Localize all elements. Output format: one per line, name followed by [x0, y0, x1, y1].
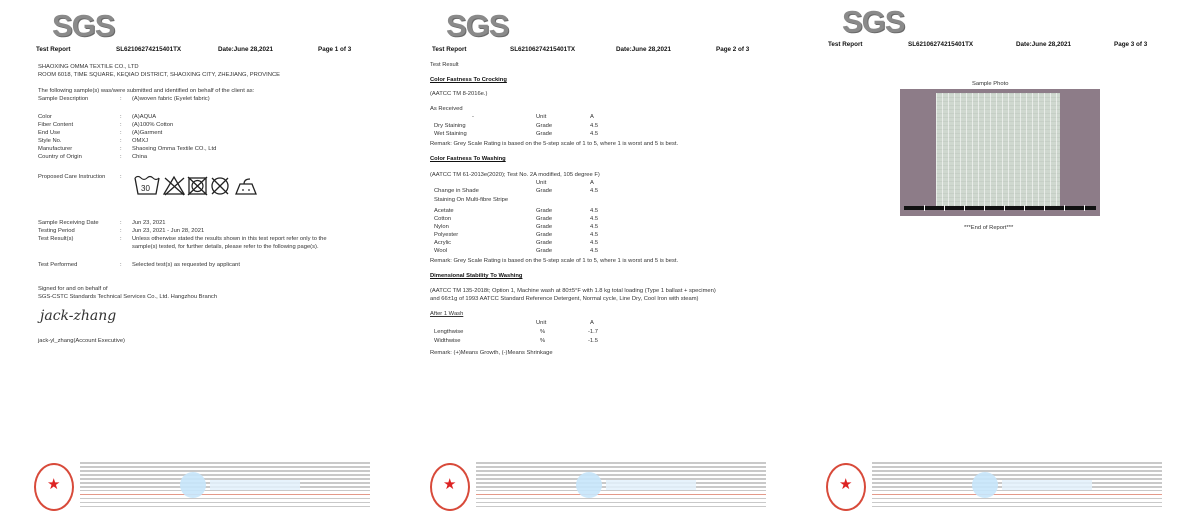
change-in-shade-value: 4.5: [590, 188, 599, 194]
field-value: Shaoxing Omma Textile CO., Ltd: [132, 146, 217, 152]
page-header: [36, 46, 376, 55]
page-number: Page 2 of 3: [716, 46, 750, 53]
as-received-label: As Received: [430, 106, 463, 112]
page-number: Page 3 of 3: [1114, 41, 1148, 48]
field-value: China: [132, 154, 148, 160]
table-row-unit: Grade: [536, 224, 553, 230]
field-label: Country of Origin: [38, 154, 82, 160]
table-row-value: 4.5: [590, 208, 599, 214]
signer-name: jack-yl_zhang(Account Executive): [38, 338, 125, 344]
after-wash-label: After 1 Wash: [430, 311, 464, 317]
sample-intro: The following sample(s) was/were submitted and identified on behalf of the client as:: [38, 88, 255, 94]
table-row-unit: Grade: [536, 232, 553, 238]
page-header: [828, 41, 1168, 50]
watermark-logo-icon: [972, 472, 998, 498]
wash-temp: 30: [141, 184, 150, 193]
sgs-logo: SGS: [842, 4, 905, 39]
receiving-date-label: Sample Receiving Date: [38, 220, 99, 226]
care-symbols: [134, 174, 274, 198]
report-date: Date:June 28,2021: [218, 46, 273, 53]
watermark-logo-icon: [180, 472, 206, 498]
page-footer: [424, 458, 776, 518]
table-row-label: Wool: [434, 248, 448, 254]
table-row-label: Cotton: [434, 216, 452, 222]
page-footer: [820, 458, 1172, 518]
ruler: [904, 206, 1096, 210]
field-label: End Use: [38, 130, 61, 136]
test-report-label: Test Report: [36, 46, 71, 53]
crocking-head-unit: Unit: [536, 114, 547, 120]
dimensional-method: (AATCC TM 135-2018t; Option 1, Machine wash at 80±5°F with 1.8 kg total loading (Type 1 ballast + specimen): [430, 288, 716, 294]
sgs-logo: SGS: [446, 8, 509, 43]
field-value: (A)AQUA: [132, 114, 157, 120]
table-row-label: Acrylic: [434, 240, 452, 246]
no-bleach-icon: [164, 177, 184, 195]
growth-remark: Remark: (+)Means Growth, (-)Means Shrinkage: [430, 350, 553, 356]
crocking-method: (AATCC TM 8-2016e.): [430, 91, 488, 97]
page-header: [432, 46, 772, 55]
test-performed-label: Test Performed: [38, 262, 78, 268]
table-row-unit: Grade: [536, 123, 553, 129]
report-number: SL62106274215401TX: [908, 41, 974, 48]
crocking-head-col: A: [590, 114, 594, 120]
report-number: SL62106274215401TX: [510, 46, 576, 53]
table-row-value: -1.5: [588, 338, 598, 344]
table-row-label: Polyester: [434, 232, 459, 238]
field-value: OMXJ: [132, 138, 149, 144]
receiving-date-value: Jun 23, 2021: [132, 220, 166, 226]
testing-period-value: Jun 23, 2021 - Jun 28, 2021: [132, 228, 205, 234]
watermark-text: [1002, 480, 1092, 490]
table-row-unit: Grade: [536, 248, 553, 254]
no-tumble-dry-icon: [188, 177, 207, 195]
signed-company-line: SGS-CSTC Standards Technical Services Co., Ltd. Hangzhou Branch: [38, 294, 218, 300]
staining-multifibre-label: Staining On Multi-fibre Stripe: [434, 197, 509, 203]
field-value: (A)Garment: [132, 130, 163, 136]
crocking-head-blank: -: [472, 114, 474, 120]
crocking-title: Color Fastness To Crocking: [430, 77, 507, 83]
care-label: Proposed Care Instruction: [38, 174, 106, 180]
field-label: Sample Description: [38, 96, 89, 102]
field-label: Manufacturer: [38, 146, 73, 152]
table-row-unit: %: [540, 329, 546, 335]
table-row-unit: Grade: [536, 208, 553, 214]
table-row-label: Dry Staining: [434, 123, 466, 129]
watermark-text: [606, 480, 696, 490]
table-row-label: Acetate: [434, 208, 454, 214]
sample-photo-title: Sample Photo: [972, 81, 1009, 87]
page-footer: [28, 458, 380, 518]
field-value: (A)100% Cotton: [132, 122, 174, 128]
sample-photo: [900, 89, 1100, 216]
page-number: Page 1 of 3: [318, 46, 352, 53]
client-address: ROOM 6018, TIME SQUARE, KEQIAO DISTRICT, SHAOXING CITY, ZHEJIANG, PROVINCE: [38, 72, 281, 78]
table-row-unit: Grade: [536, 216, 553, 222]
report-page-2: [404, 0, 796, 525]
test-results-label: Test Result(s): [38, 236, 74, 242]
report-number: SL62106274215401TX: [116, 46, 182, 53]
watermark-text: [210, 480, 300, 490]
seal-stamp-icon: ★: [430, 463, 470, 511]
table-row-label: Widthwise: [434, 338, 461, 344]
dimensional-title: Dimensional Stability To Washing: [430, 273, 523, 279]
table-row-label: Wet Staining: [434, 131, 467, 137]
test-report-label: Test Report: [828, 41, 863, 48]
table-row-value: 4.5: [590, 216, 599, 222]
seal-stamp-icon: ★: [34, 463, 74, 511]
sgs-logo: SGS: [52, 8, 115, 43]
testing-period-label: Testing Period: [38, 228, 75, 234]
client-company: SHAOXING OMMA TEXTILE CO., LTD: [38, 64, 139, 70]
test-report-label: Test Report: [432, 46, 467, 53]
report-date: Date:June 28,2021: [616, 46, 671, 53]
table-row-value: -1.7: [588, 329, 598, 335]
table-row-value: 4.5: [590, 232, 599, 238]
grey-scale-remark: Remark: Grey Scale Rating is based on the 5-step scale of 1 to 5, where 1 is worst and 5 is best.: [430, 141, 679, 147]
wash-30-icon: [135, 177, 159, 195]
washing-head-unit: Unit: [536, 180, 547, 186]
table-row-value: 4.5: [590, 240, 599, 246]
table-row-unit: Grade: [536, 131, 553, 137]
seal-stamp-icon: ★: [826, 463, 866, 511]
report-date: Date:June 28,2021: [1016, 41, 1071, 48]
test-results-value: Unless otherwise stated the results shown in this test report refer only to the: [132, 236, 327, 242]
change-in-shade-unit: Grade: [536, 188, 553, 194]
field-label: Fiber Content: [38, 122, 74, 128]
dimensional-head-unit: Unit: [536, 320, 547, 326]
fabric-swatch: [936, 93, 1060, 206]
table-row-label: Lengthwise: [434, 329, 464, 335]
table-row-value: 4.5: [590, 123, 599, 129]
report-page-3: [800, 0, 1192, 525]
report-page-1: SGS Test Report SL62106274215401TX Date:June 28,2021 Page 1 of 3 SHAOXING OMMA TEXTILE CO., LTD ROOM 6018, TIME SQUARE, KEQIAO DISTRICT, SHAOXING CITY, ZHEJIANG, PROVINCE The following sample(s) was/were submitted and identified on behalf of the client as: Sample Description : (A)woven fabric (Eyelet fabric) Color : (A)AQUA Fiber Content : (A)100% Cotton End Use : (A)Garment Style No. : OMXJ Manufacturer : Shaoxing Omma Textile CO., Ltd Country of Origin : China Proposed Care Instruction : 30 Sample Receiving Date : Jun 23, 2021 Testing Period : Jun 23, 2021 - Jun 28, 2021 Test Result(s) : Unless otherwise stated the results shown in this test report refer only to the sample(s) tested, for further details, please refer to the following page(s). Test Performed : Selected test(s) as requested by applicant Signed for and on behalf of SGS-CSTC Standards Technical Services Co., Ltd. Hangzhou Branch jack-zhang jack-yl_zhang(Account Executive) ★: [8, 0, 400, 525]
field-label: Style No.: [38, 138, 62, 144]
signed-for-line: Signed for and on behalf of: [38, 286, 108, 292]
washing-head-col: A: [590, 180, 594, 186]
iron-medium-icon: [236, 179, 256, 194]
dimensional-head-col: A: [590, 320, 594, 326]
table-row-value: 4.5: [590, 131, 599, 137]
dimensional-method-cont: and 66±1g of 1993 AATCC Standard Reference Detergent, Normal cycle, Line Dry, Cool Iron with steam): [430, 296, 699, 302]
table-row-value: 4.5: [590, 224, 599, 230]
field-value: (A)woven fabric (Eyelet fabric): [132, 96, 210, 102]
test-result-heading: Test Result: [430, 62, 459, 68]
signature: jack-zhang: [40, 308, 117, 324]
test-performed-value: Selected test(s) as requested by applicant: [132, 262, 240, 268]
washing-method: (AATCC TM 61-2013e(2020); Test No. 2A modified, 105 degree F): [430, 172, 600, 178]
watermark-logo-icon: [576, 472, 602, 498]
change-in-shade-label: Change in Shade: [434, 188, 479, 194]
table-row-value: 4.5: [590, 248, 599, 254]
table-row-unit: Grade: [536, 240, 553, 246]
washing-title: Color Fastness To Washing: [430, 156, 506, 162]
end-of-report: ***End of Report***: [964, 225, 1014, 231]
table-row-unit: %: [540, 338, 546, 344]
no-dry-clean-icon: [212, 178, 228, 194]
table-row-label: Nylon: [434, 224, 449, 230]
test-results-value-cont: sample(s) tested, for further details, please refer to the following page(s).: [132, 244, 319, 250]
grey-scale-remark: Remark: Grey Scale Rating is based on the 5-step scale of 1 to 5, where 1 is worst and 5 is best.: [430, 258, 679, 264]
field-label: Color: [38, 114, 52, 120]
